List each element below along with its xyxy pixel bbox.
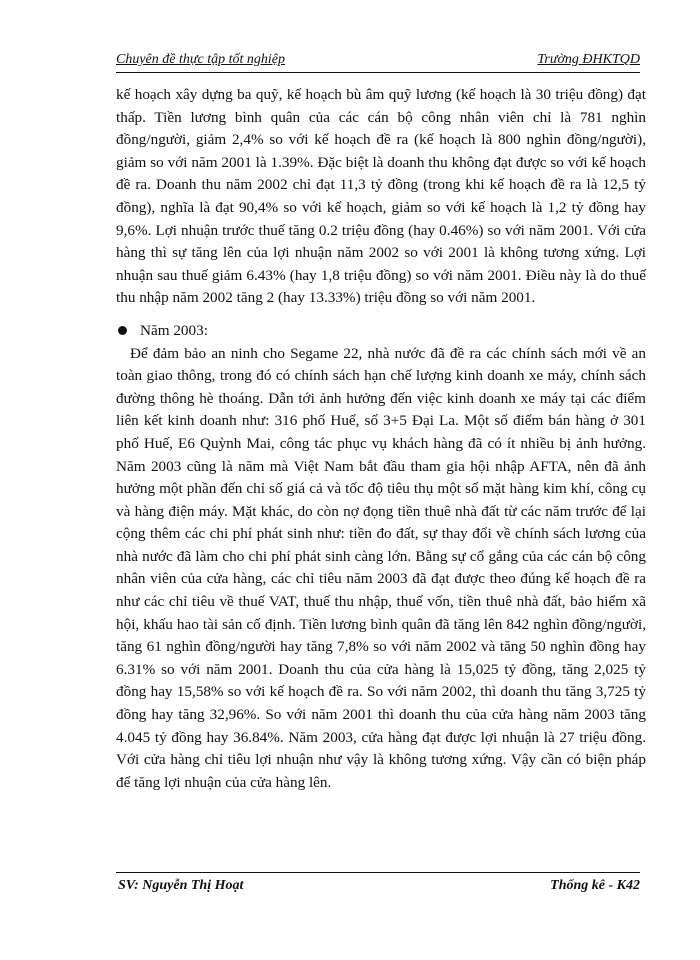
footer-class: Thống kê - K42 (550, 878, 640, 893)
bullet-label: Năm 2003: (140, 321, 208, 339)
document-body (116, 84, 646, 794)
footer-student: SV: Nguyễn Thị Hoạt (118, 878, 244, 893)
bullet-item-2003 (116, 320, 646, 343)
header-school: Trường ĐHKTQD (537, 52, 640, 67)
bullet-icon (118, 326, 127, 335)
header-title: Chuyên đề thực tập tốt nghiệp (116, 52, 285, 67)
page-footer (116, 872, 640, 895)
paragraph-2003-summary: Để đảm bảo an ninh cho Segame 22, nhà nước đã đề ra các chính sách mới về an toàn giao thông, trong đó có chính sách hạn chế lượng kinh doanh xe máy, chính sách đường thông hè thoáng. Dẫn tới ảnh hưởng đến việc kinh doanh xe máy tại các điểm liên kết kinh doanh như: 316 phố Huế, số 3+5 Đại La. Một số điểm bán hàng ở 301 phố Huế, E6 Quỳnh Mai, công tác phục vụ khách hàng đã có ít nhiều bị ảnh hưởng. Năm 2003 cũng là năm mà Việt Nam bắt đầu tham gia hội nhập AFTA, nên đã ảnh hưởng một phần đến chỉ số giá cả và tốc độ tiêu thụ một số mặt hàng kim khí, công cụ và hàng điện máy. Mặt khác, do còn nợ đọng tiền thuê nhà đất từ các năm trước để lại cộng thêm các chi phí phát sinh như: tiền đo đất, sự thay đổi về chính sách lương của nhà nước đã làm cho chi phí phát sinh càng lớn. Bằng sự cố gắng của các cán bộ công nhân viên của cửa hàng, các chỉ tiêu năm 2003 đã đạt được theo đúng kế hoạch đề ra như các chỉ tiêu về thuế VAT, thuế thu nhập, thuế vốn, tiền thuê nhà đất, bảo hiểm xã hội, khấu hao tài sản cố định. Tiền lương bình quân đã tăng lên 842 nghìn đồng/người, tăng 61 nghìn đồng/người hay tăng 7,8% so với năm 2002 và tăng 50 nghìn đồng hay 6.31% so với năm 2001. Doanh thu của cửa hàng là 15,025 tỷ đồng, tăng 2,025 tỷ đồng hay 15,58% so với kế hoạch đề ra. So với năm 2002, thì doanh thu tăng 3,725 tỷ đồng hay tăng 32,96%. So với năm 2001 thì doanh thu của cửa hàng năm 2003 tăng 4.045 tỷ đồng hay 36.84%. Năm 2003, cửa hàng đạt được lợi nhuận là 27 triệu đồng. Với cửa hàng chỉ tiêu lợi nhuận như vậy là không tương xứng. Vậy cần có biện pháp để tăng lợi nhuận của cửa hàng lên. (116, 344, 646, 791)
page-header (116, 52, 640, 73)
paragraph-2002-summary: kế hoạch xây dựng ba quỹ, kế hoạch bù âm quỹ lương (kế hoạch là 30 triệu đồng) đạt thấp. Tiền lương bình quân của các cán bộ công nhân viên chỉ là 781 nghìn đồng/người, giảm 2,4% so với kế hoạch đề ra (kế hoạch là 800 nghìn đồng/người), giảm so với năm 2001 là 1.39%. Đặc biệt là doanh thu không đạt được so với kế hoạch đề ra. Doanh thu năm 2002 chỉ đạt 11,3 tỷ đồng (trong khi kế hoạch đề ra là 12,5 tỷ đồng), nghĩa là đạt 90,4% so với kế hoạch, giảm so với kế hoạch là 1,2 tỷ đồng hay 9,6%. Lợi nhuận trước thuế tăng 0.2 triệu đồng (hay 0.46%) so với năm 2001. Với cửa hàng thì sự tăng lên của lợi nhuận năm 2002 so với 2001 là không tương xứng. Lợi nhuận sau thuế giảm 6.43% (hay 1,8 triệu đồng) so với năm 2001. Điều này là do thuế thu nhập năm 2002 tăng 2 (hay 13.33%) triệu đồng so với năm 2001. (116, 86, 646, 307)
